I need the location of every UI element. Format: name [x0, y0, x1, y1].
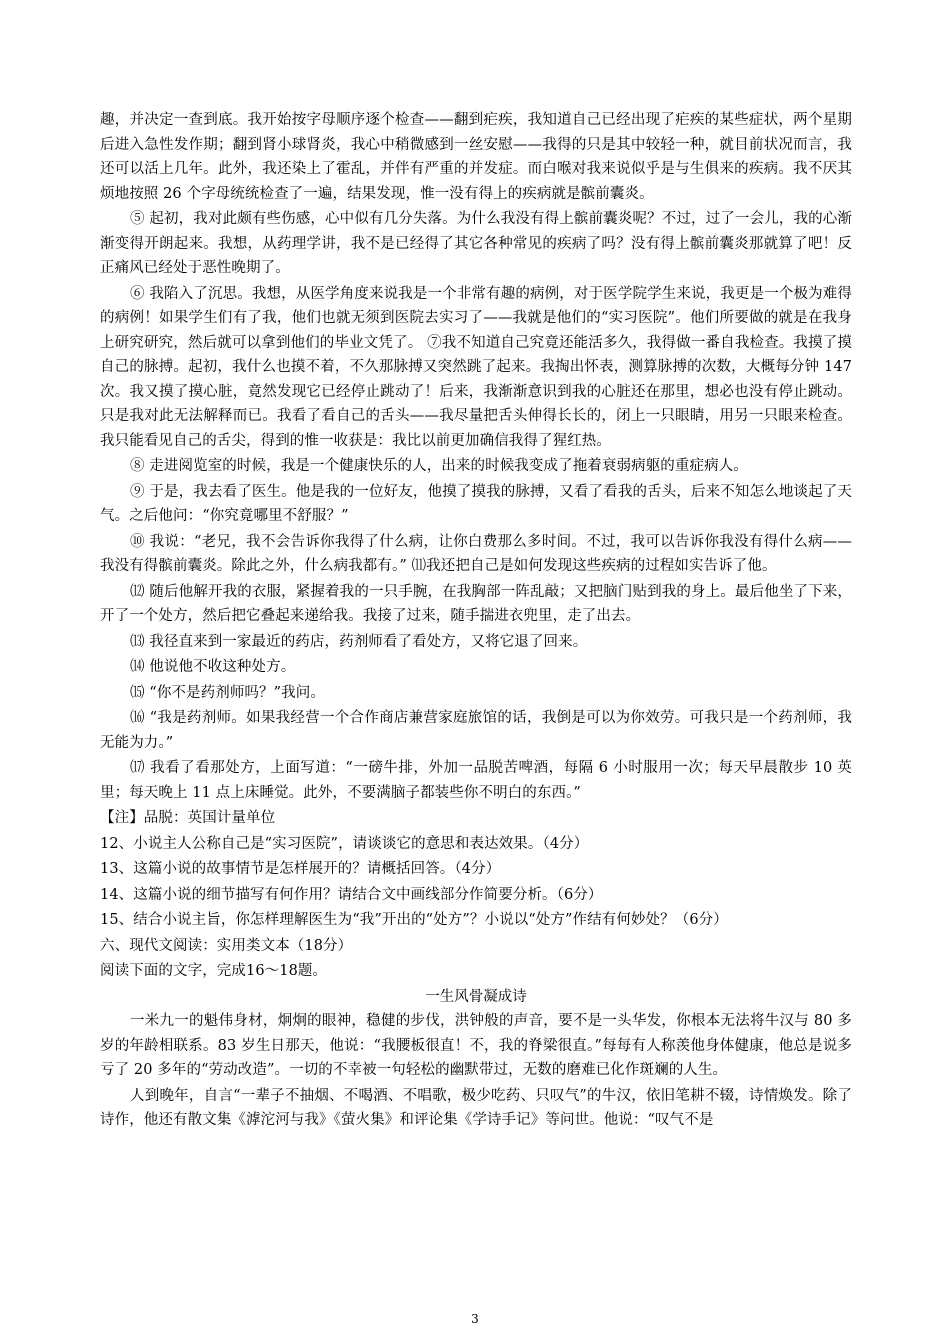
question-15: 15、结合小说主旨，你怎样理解医生为“我”开出的“处方”？小说以“处方”作结有何妙处？（6分）	[100, 912, 728, 928]
document-page	[100, 108, 852, 1134]
article-title: 一生风骨凝成诗	[425, 988, 527, 1005]
paragraph-continued: 趣，并决定一查到底。我开始按字母顺序逐个检查——翻到疟疾，我知道自己已经出现了疟疾的某些症状，两个星期后进入急性发作期；翻到肾小球肾炎，我心中稍微感到一丝安慰——我得的只是其中较轻一种，就目前状况而言，我还可以活上几年。此外，我还染上了霍乱，并伴有严重的并发症。而白喉对我来说似乎是与生俱来的疾病。我不厌其烦地按照 26 个字母统统检查了一遍，结果发现，惟一没有得上的疾病就是髌前囊炎。	[100, 112, 852, 202]
question-14: 14、这篇小说的细节描写有何作用？请结合文中画线部分作简要分析。（6分）	[100, 886, 603, 903]
paragraph-14: ⒁ 他说他不收这种处方。	[130, 659, 296, 675]
paragraph-6: ⑥ 我陷入了沉思。我想，从医学角度来说我是一个非常有趣的病例，对于医学院学生来说，我更是一个极为难得的病例！如果学生们有了我，他们也就无须到医院去实习了——我就是他们的“实习医院”。他们所要做的就是在我身上研究研究，然后就可以拿到他们的毕业文凭了。 ⑦我不知道自己究竟还能活多久，我得做一番自我检查。我摸了摸自己的脉搏。起初，我什么也摸不着，不久那脉搏又突然跳了起来。我掏出怀表，测算脉搏的次数，大概每分钟 147 次。我又摸了摸心脏，竟然发现它已经停止跳动了！后来，我渐渐意识到我的心脏还在那里，想必也没有停止跳动。只是我对此无法解释而已。我看了看自己的舌头——我尽量把舌头伸得长长的，闭上一只眼睛，用另一只眼来检查。我只能看见自己的舌尖，得到的惟一收获是：我比以前更加确信我得了猩红热。	[100, 285, 852, 449]
paragraph-9: ⑨ 于是，我去看了医生。他是我的一位好友，他摸了摸我的脉搏，又看了看我的舌头，后来不知怎么地谈起了天气。之后他问：“你究竟哪里不舒服？”	[100, 483, 852, 524]
paragraph-16: ⒃ “我是药剂师。如果我经营一个合作商店兼营家庭旅馆的话，我倒是可以为你效劳。可我只是一个药剂师，我无能为力。”	[100, 710, 852, 751]
question-13: 13、这篇小说的故事情节是怎样展开的？请概括回答。（4分）	[100, 861, 501, 877]
paragraph-12: ⑿ 随后他解开我的衣服，紧握着我的一只手腕，在我胸部一阵乱敲；又把脑门贴到我的身上。最后他坐了下来，开了一个处方，然后把它叠起来递给我。我接了过来，随手揣进衣兜里，走了出去。	[100, 583, 852, 624]
footnote: 【注】品脱：英国计量单位	[100, 810, 276, 826]
question-12: 12、小说主人公称自己是“实习医院”，请谈谈它的意思和表达效果。（4分）	[100, 835, 589, 852]
page-number: 3	[471, 1312, 479, 1326]
section-heading: 六、现代文阅读：实用类文本（18分）	[100, 937, 353, 954]
paragraph-15: ⒂ “你不是药剂师吗？”我问。	[130, 684, 325, 701]
reading-instruction: 阅读下面的文字，完成16～18题。	[100, 963, 328, 979]
paragraph-17: ⒄ 我看了看那处方，上面写道：“一磅牛排，外加一品脱苦啤酒，每隔 6 小时服用一次；每天早晨散步 10 英里；每天晚上 11 点上床睡觉。此外，不要满脑子都装些你不明白的东西。”	[100, 760, 852, 801]
paragraph-10: ⑩ 我说：“老兄，我不会告诉你我得了什么病，让你白费那么多时间。不过，我可以告诉你我没有得什么病——我没有得髌前囊炎。除此之外，什么病我都有。” ⑾我还把自己是如何发现这些疾病的过程如实告诉了他。	[100, 533, 852, 574]
article-paragraph-2: 人到晚年，自言“一辈子不抽烟、不喝酒、不唱歌，极少吃药、只叹气”的牛汉，依旧笔耕不辍，诗情焕发。除了诗作，他还有散文集《滹沱河与我》《萤火集》和评论集《学诗手记》等问世。他说：“叹气不是	[100, 1087, 852, 1128]
paragraph-8: ⑧ 走进阅览室的时候，我是一个健康快乐的人，出来的时候我变成了拖着衰弱病躯的重症病人。	[130, 458, 748, 474]
paragraph-13: ⒀ 我径直来到一家最近的药店，药剂师看了看处方，又将它退了回来。	[130, 633, 588, 650]
article-paragraph-1: 一米九一的魁伟身材，炯炯的眼神，稳健的步伐，洪钟般的声音，要不是一头华发，你根本无法将牛汉与 80 多岁的年龄相联系。83 岁生日那天，他说：“我腰板很直！不，我的脊梁很直。”每每有人称羡他身体健康，他总是说多亏了 20 多年的“劳动改造”。一切的不幸被一句轻松的幽默带过，无数的磨难已化作斑斓的人生。	[100, 1013, 852, 1078]
paragraph-5: ⑤ 起初，我对此颇有些伤感，心中似有几分失落。为什么我没有得上髌前囊炎呢？不过，过了一会儿，我的心渐渐变得开朗起来。我想，从药理学讲，我不是已经得了其它各种常见的疾病了吗？没有得上髌前囊炎那就算了吧！反正痛风已经处于恶性晚期了。	[100, 211, 852, 276]
